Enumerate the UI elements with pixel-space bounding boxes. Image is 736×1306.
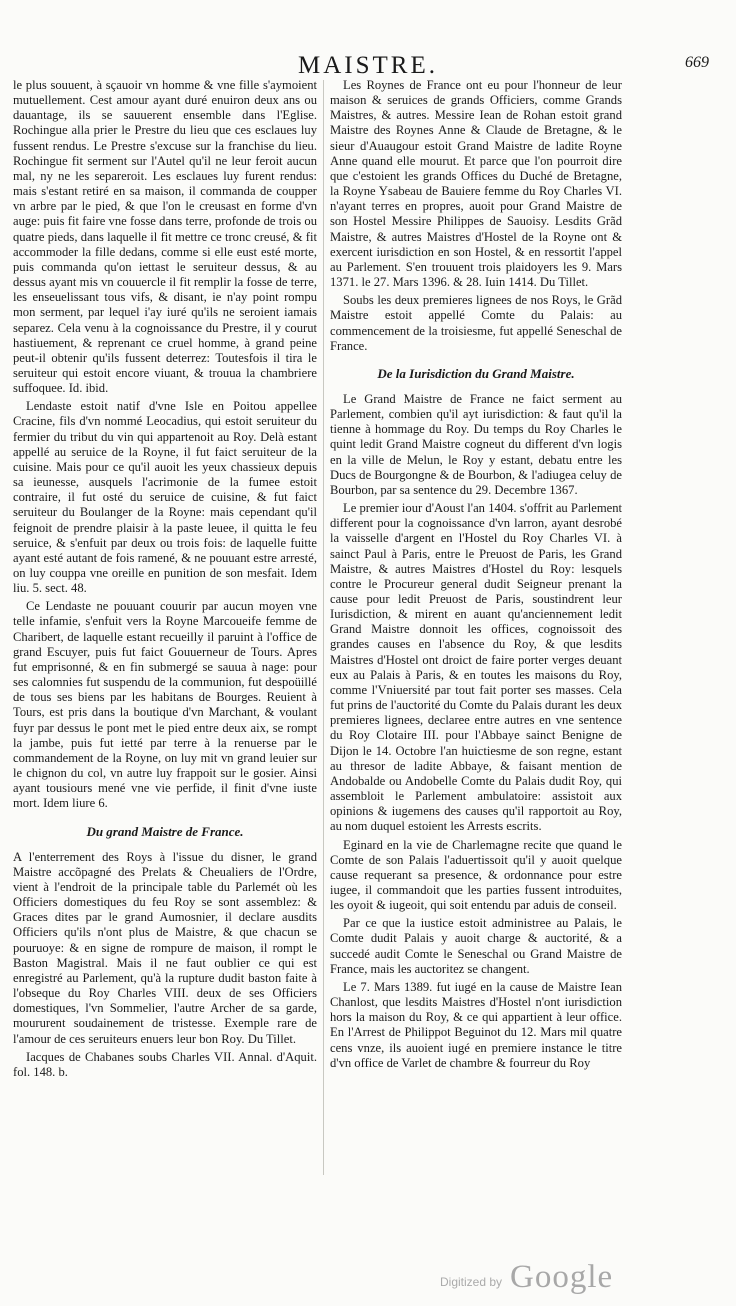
running-title: MAISTRE. [298, 52, 438, 79]
digitized-watermark [440, 1261, 736, 1301]
paragraph: Le 7. Mars 1389. fut iugé en la cause de Maistre Iean Chanlost, que lesdits Maistres d'Hostel n'ont iurisdiction hors la maison du Roy, & ce qui appartient à leur office. En l'Arrest de Philippot Beguinot du 12. Mars mil quatre cens vnze, ils auoient iugé en premiere instance le titre d'vn office de Varlet de chambre & fourreur du Roy [330, 979, 622, 1070]
paragraph: Eginard en la vie de Charlemagne recite que quand le Comte de son Palais l'aduertissoit qu'il y auoit quelque cause requerant sa presence, & ordonnance pour estre iugee, il commandoit que les parties fussent introduites, les oyoit & iugeoit, qui soit entendu par aduis de conseil. [330, 837, 622, 913]
right-column [330, 78, 622, 1074]
paragraph: Les Roynes de France ont eu pour l'honneur de leur maison & seruices de grands Officiers, comme Grands Maistres, & autres. Messire Iean de Rohan estoit grand Maistre des Roynes Anne & Claude de Bretagne, & le sieur d'Auaugour estoit Grand Maistre de ladite Royne Anne quand elle mourut. Et parce que l'on pourroit dire que c'estoient les grands Offices du Duché de Bretagne, la Royne Ysabeau de Bauiere femme du Roy Charles VI. n'ayant terres en propres, auoit pour Grand Maistre de son Hostel Messire Philippes de Sauoisy. Lesdits Grãd Maistre, & autres Maistres d'Hostel de la Royne ont & exercent iurisdiction en son Hostel, & en ressortit l'appel au Parlement. S'en trouuent trois plaidoyers les 9. Mars 1371. le 27. Mars 1396. & 28. Iuin 1414. Du Tillet. [330, 78, 622, 290]
section-heading: Du grand Maistre de France. [86, 823, 244, 839]
paragraph: Le premier iour d'Aoust l'an 1404. s'offrit au Parlement different pour la cognoissance d'vn larron, ayant desrobé la vaisselle d'argent en l'Hostel du Roy Charles VI. à sainct Paul à Paris, entre le Preuost de Paris, les Grand Maistre, & autres Maistres d'Hostel du Roy: lesquels contre le Procureur general dudit Seigneur prenant la cause pour ledit Preuost de Paris, soustindrent leur Iurisdiction, & mirent en auant qu'anciennement ledit Grand Maistre donnoit les offices, cognoissoit des grandes causes en l'absence du Roy, & que lesdits Maistres d'Hostel ont droict de faire porter verges deuant eux au Palais à Paris, & en toutes les maisons du Roy, comme l'Vniuersité par tout fait porter ses masses. Cela fut prins de l'auctorité du Comte du Palais durant les deux premieres lignees, declaree entre autres en vne sentence du Roy Clotaire III. pour l'Abbaye sainct Benigne de Dijon le 14. Octobre l'an huictiesme de son regne, estant au thresor de ladite Abbaye, & faisant mention de Andobalde ou Andobelle Comte du Palais dudit Roy, qui assembloit le Parlement ambulatoire: assistoit aux opinions & iugemens des causes qu'il rapportoit au Roy, au nom duquel estoient les Arrests escrits. [330, 501, 622, 834]
left-column [13, 78, 317, 1083]
column-divider [323, 80, 324, 1175]
watermark-prefix: Digitized by [440, 1275, 503, 1289]
paragraph: Lendaste estoit natif d'vne Isle en Poitou appellee Cracine, fils d'vn nommé Leocadius, qui estoit seruiteur du fermier du tribut du vin qui appartenoit au Roy. Delà estant appellé au seruice de la Royne, il fut faict seruiteur de la cuisine. Mais pour ce qu'il auoit les yeux chassieux depuis sa ieunesse, ausquels l'acrimonie de la fumee estoit contraire, il fut osté du seruice de cuisine, & fut faict seruiteur du Boulanger de la Royne: mais cependant qu'il feignoit de prendre plaisir à la paste leuee, il quitta le feu seruice, & s'enfuit par deux ou trois fois: de laquelle fuitte ayant esté autant de fois ramené, & ne pouuant estre arresté, on luy couppa vne oreille en punition de son mesfait. Idem liu. 5. sect. 48. [13, 399, 317, 596]
paragraph: Ce Lendaste ne pouuant couurir par aucun moyen vne telle infamie, s'enfuit vers la Royne Marcoueife femme de Charibert, de laquelle estant recueilly il paruint à l'office de grand Escuyer, puis fut faict Gouuerneur de Tours. Apres fut emprisonné, & en fin submergé se sauua à nage: pour ses calomnies fut suspendu de la communion, fut despoüillé de tous ses biens par les habitans de Bourges. Reuient à Tours, est pris dans la boutique d'vn Marchant, & voulant fuyr par dessus le pont met le pied entre deux aix, se rompt la jambe, puis fut ietté par terre à la renuerse par le commandement de la Royne, on luy mit vn grand leuier sur le chignon du col, vn autre luy frappoit sur le gosier. Ainsi ayant tousiours mené vne vie perfide, il finit d'vne iuste mort. Idem liure 6. [13, 599, 317, 811]
paragraph: le plus souuent, à sçauoir vn homme & vne fille s'aymoient mutuellement. Cest amour ayant duré enuiron deux ans ou dauantage, ils se sauuerent ensemble dans l'Eglise. Rochingue alla prier le Prestre du lieu que ces esclaues luy fussent rendus. Le Prestre s'excuse sur la franchise du lieu. Rochingue fit serment sur l'Autel qu'il ne leur feroit aucun mal, ny ne les separeroit. Les esclaues luy furent rendus: mais s'estant retiré en sa maison, il commanda de coupper vn arbre par le pied, & que l'on le creusast en forme d'vn auge: puis fit faire vne fosse dans terre, profonde de trois ou quatre pieds, dans laquelle il fit mettre ce tronc creusé, & fit accommoder la fille dedans, comme si elle eust esté morte, puis commanda qu'on iettast le seruiteur dessus, & au dessus ayant mis vn couuercle il fit remplir la fosse de terre, les enseuelissant tous vifs, & disant, ie n'ay point rompu mon serment, par lequel i'ay iuré qu'ils ne seroient iamais separez. Cela venu à la cognoissance du Prestre, il y courut hastiuement, & reprenant ce cruel homme, à grand peine peut-il obtenir qu'ils fussent deterrez: Toutesfois il tira le seruiteur qui estoit encore viuant, & trouua la chambriere suffoquee. Id. ibid. [13, 78, 317, 396]
paragraph: Iacques de Chabanes soubs Charles VII. Annal. d'Aquit. fol. 148. b. [13, 1049, 317, 1079]
paragraph: Soubs les deux premieres lignees de nos Roys, le Grãd Maistre estoit appellé Comte du Palais: au commencement de la troisiesme, fut appellé Seneschal de France. [330, 293, 622, 353]
page-number: 669 [685, 54, 709, 71]
paragraph: Par ce que la iustice estoit administree au Palais, le Comte dudit Palais y auoit charge & auctorité, & a succedé audit Comte le Seneschal ou Grand Maistre de France, mais les auctoritez se changent. [330, 916, 622, 976]
paragraph: Le Grand Maistre de France ne faict serment au Parlement, combien qu'il ayt iurisdiction: & faut qu'il la tienne à hommage du Roy. Du temps du Roy Charles le quint ledit Grand Maistre cogneut du different d'vn logis en la ville de Melun, le Roy y estant, debatu entre les Ducs de Bourgongne & de Bourbon, & l'adiugea celuy de Bourbon, par sa sentence du 29. Decembre 1367. [330, 391, 622, 497]
section-heading: De la Iurisdiction du Grand Maistre. [377, 365, 575, 381]
google-logo: Google [510, 1259, 614, 1295]
paragraph: A l'enterrement des Roys à l'issue du disner, le grand Maistre accõpagné des Prelats & Cheualiers de l'Ordre, vient à l'endroit de la principale table du Parlemét où les Officiers domestiques du feu Roy se sont assemblez: & Graces dites par le grand Aumosnier, il declare ausdits Officiers qu'ils n'ont plus de Maistre, & que chacun se pouruoye: & en signe de rompure de maison, il rompt le Baston Magistral. Mais il ne faut oublier ce qui est enregistré au Parlement, qu'à la rupture dudit baston faite à l'obseque du Roy Charles VIII. deux de ses Officiers domestiques, l'vn Sommelier, l'autre Archer de sa garde, moururent soudainement de tristesse. Exemple rare de l'amour de ces seruiteurs enuers leur bon Roy. Du Tillet. [13, 849, 317, 1046]
